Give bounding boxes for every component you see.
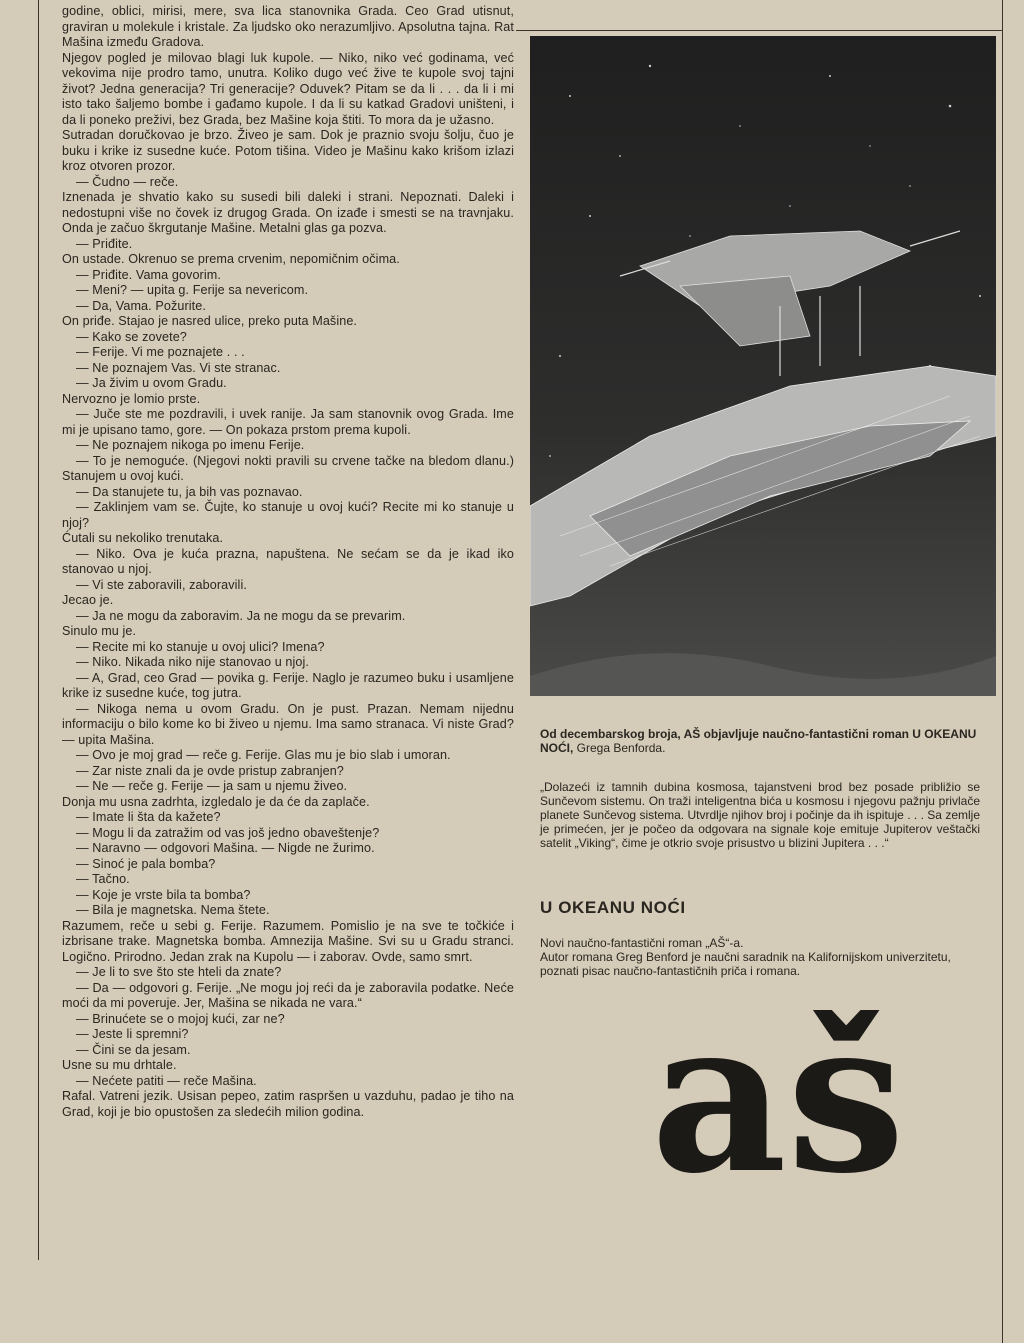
article-paragraph: — Ne — reče g. Ferije — ja sam u njemu živeo. — [76, 779, 348, 793]
caption — [540, 727, 980, 755]
caption-bold: Od decembarskog broja, AŠ objavljuje naučno-fantastični roman U OKEANU NOĆI, — [540, 727, 977, 755]
article-paragraph: godine, oblici, mirisi, mere, sva lica stanovnika Grada. Ceo Grad utisnut, graviran u molekule i kristale. Za ljudsko oko nerazumljivo. Apsolutna tajna. Rat Mašina između Gradova. — [62, 4, 514, 49]
article-paragraph: — Sinoć je pala bomba? — [76, 856, 216, 871]
article-paragraph: — Niko. Nikada niko nije stanovao u njoj. — [76, 655, 310, 669]
article-paragraph: Sutradan doručkovao je brzo. Živeo je sam. Dok je praznio svoju šolju, čuo je buku i krike iz susedne kuće. Potom tišina. Video je Mašinu kako krišom izlazi kroz otvoren prozor. — [62, 128, 514, 173]
article-paragraph: — Jeste li spremni? — [76, 1027, 189, 1041]
article-paragraph: — Niko. Ova je kuća prazna, napuštena. Ne sećam se da je ikad iko stanovao u njoj. — [62, 546, 514, 576]
article-paragraph: Njegov pogled je milovao blagi luk kupole. — Niko, niko već godinama, već vekovima nije prodro tamo, unutra. Koliko dugo već žive te kupole svoj tajni život? Jedna generacija? Tri generacije? Oduvek? Pitam se da li . . . da li i mi isto tako šaljemo bombe i gađamo kupole. I da li su katkad Gradovi uništeni, i da li poneko preživi, bez Grada, bez Mašine koja štiti. To mora da je užasno. — [62, 50, 514, 127]
article-paragraph: — Ja živim u ovom Gradu. — [76, 376, 227, 390]
article-paragraph: — Da — odgovori g. Ferije. „Ne mogu joj reći da je zaboravila podatke. Neće moći da mi poveruje. Jer, Mašina se nikada ne vara.“ — [62, 980, 514, 1010]
article-paragraph: — Ne poznajem nikoga po imenu Ferije. — [76, 438, 305, 452]
article-paragraph: — A, Grad, ceo Grad — povika g. Ferije. Naglo je razumeo buku i usamljene krike iz susedne kuće, tog jutra. — [62, 670, 514, 700]
article-paragraph: — Juče ste me pozdravili, i uvek ranije. Ja sam stanovnik ovog Grada. Ime mi je upisano tamo, gore. — On pokaza prstom prema kupoli. — [62, 407, 514, 437]
article-paragraph: — To je nemoguće. (Njegovi nokti pravili su crvene tačke na bledom dlanu.) Stanujem u ovoj kući. — [62, 453, 514, 483]
novel-info — [540, 936, 980, 978]
article-paragraph: — Ne poznajem Vas. Vi ste stranac. — [76, 360, 281, 375]
article-paragraph: — Ferije. Vi me poznajete . . . — [76, 345, 245, 359]
article-paragraph: — Imate li šta da kažete? — [76, 810, 221, 824]
article-paragraph: — Je li to sve što ste hteli da znate? — [76, 965, 282, 979]
article-paragraph: Donja mu usna zadrhta, izgledalo je da će da zaplače. — [62, 794, 370, 809]
article-paragraph: Usne su mu drhtale. — [62, 1058, 177, 1072]
article-paragraph: — Bila je magnetska. Nema štete. — [76, 903, 270, 917]
article-paragraph: — Nećete patiti — reče Mašina. — [76, 1073, 257, 1088]
spaceship-illustration-icon — [530, 36, 996, 696]
article-paragraph: Razumem, reče u sebi g. Ferije. Razumem. Pomislio je na sve te točkiće i izbrisane trake. Magnetska bomba. Amnezija Mašine. Svi su u Gradu stranci. Logično. Prirodno. Jedan zrak na Kupolu — i zaborav. Ovde, samo smrt. — [62, 918, 514, 964]
as-logo — [588, 1010, 968, 1180]
article-paragraph: — Recite mi ko stanuje u ovoj ulici? Imena? — [76, 639, 325, 654]
caption-plain: Grega Benforda. — [573, 741, 666, 755]
novel-headline: U OKEANU NOĆI — [540, 898, 686, 917]
article-paragraph: — Nikoga nema u ovom Gradu. On je pust. Prazan. Nemam nijednu informaciju o bilo kome ko bi živeo u njemu. Ima samo stranaca. Vi niste Grad? — upita Mašina. — [62, 701, 514, 747]
article-paragraph: — Da stanujete tu, ja bih vas poznavao. — [76, 484, 303, 499]
article-paragraph: — Ovo je moj grad — reče g. Ferije. Glas mu je bio slab i umoran. — [76, 748, 451, 762]
article-paragraph: Nervozno je lomio prste. — [62, 391, 201, 406]
top-rule — [516, 30, 1002, 31]
article-paragraph: — Da, Vama. Požurite. — [76, 298, 206, 313]
logo-text: aš — [650, 1010, 906, 1180]
article-paragraph: — Brinućete se o mojoj kući, zar ne? — [76, 1011, 285, 1026]
article-paragraph: — Vi ste zaboravili, zaboravili. — [76, 577, 247, 592]
article-paragraph: — Zaklinjem vam se. Čujte, ko stanuje u ovoj kući? Recite mi ko stanuje u njoj? — [62, 500, 514, 530]
article-paragraph: Rafal. Vatreni jezik. Usisan pepeo, zatim raspršen u vazduhu, padao je tiho na Grad, koji je bio opustošen za sledećih milion godina. — [62, 1089, 514, 1119]
right-rule — [1002, 0, 1003, 1343]
article-paragraph: — Koje je vrste bila ta bomba? — [76, 887, 251, 902]
article-paragraph: — Čudno — reče. — [76, 174, 179, 189]
article-paragraph: — Priđite. — [76, 236, 133, 251]
novel-quote: „Dolazeći iz tamnih dubina kosmosa, tajanstveni brod bez posade približio se Sunčevom sistemu. On traži inteligentna bića u kosmosu i njegovu pažnju privlače planete Sunčevog sistema. Utvrdlje njihov broj i počinje da ih ispituje . . . Sa zemlje je primećen, jer je počeo da odgovara na signale koje emituje Jupiterov veštački satelit „Viking“, čime je otkrio svoje prisustvo u blizini Jupitera . . .“ — [540, 780, 980, 850]
novel-info-line2: Autor romana Greg Benford je naučni saradnik na Kalifornijskom univerzitetu, poznati pisac naučno-fantastičnih priča i romana. — [540, 950, 951, 978]
article-paragraph: Sinulo mu je. — [62, 624, 137, 638]
article-paragraph: Ćutali su nekoliko trenutaka. — [62, 531, 224, 545]
article-paragraph: On priđe. Stajao je nasred ulice, preko puta Mašine. — [62, 314, 358, 328]
article-paragraph: On ustade. Okrenuo se prema crvenim, nepomičnim očima. — [62, 252, 400, 266]
article-paragraph: — Čini se da jesam. — [76, 1042, 191, 1057]
article-paragraph: — Naravno — odgovori Mašina. — Nigde ne žurimo. — [76, 841, 375, 855]
article-paragraph: — Priđite. Vama govorim. — [76, 267, 221, 282]
novel-info-line1: Novi naučno-fantastični roman „AŠ“-a. — [540, 936, 744, 950]
article-paragraph: — Kako se zovete? — [76, 329, 187, 344]
article-paragraph: Iznenada je shvatio kako su susedi bili daleki i strani. Nepoznati. Daleki i nedostupni više no čovek iz drugog Grada. On izađe i smesti se na travnjaku. Onda je začuo škrgutanje Mašine. Metalni glas ga pozva. — [62, 190, 514, 235]
left-rule — [38, 0, 39, 1260]
article-paragraph: — Zar niste znali da je ovde pristup zabranjen? — [76, 763, 344, 778]
article-paragraph: — Tačno. — [76, 872, 130, 886]
article-paragraph: — Mogu li da zatražim od vas još jedno obaveštenje? — [76, 825, 380, 840]
article-paragraph: — Meni? — upita g. Ferije sa nevericom. — [76, 283, 309, 297]
article-column — [62, 4, 514, 1120]
article-paragraph: Jecao je. — [62, 593, 114, 607]
article-paragraph: — Ja ne mogu da zaboravim. Ja ne mogu da se prevarim. — [76, 608, 406, 623]
